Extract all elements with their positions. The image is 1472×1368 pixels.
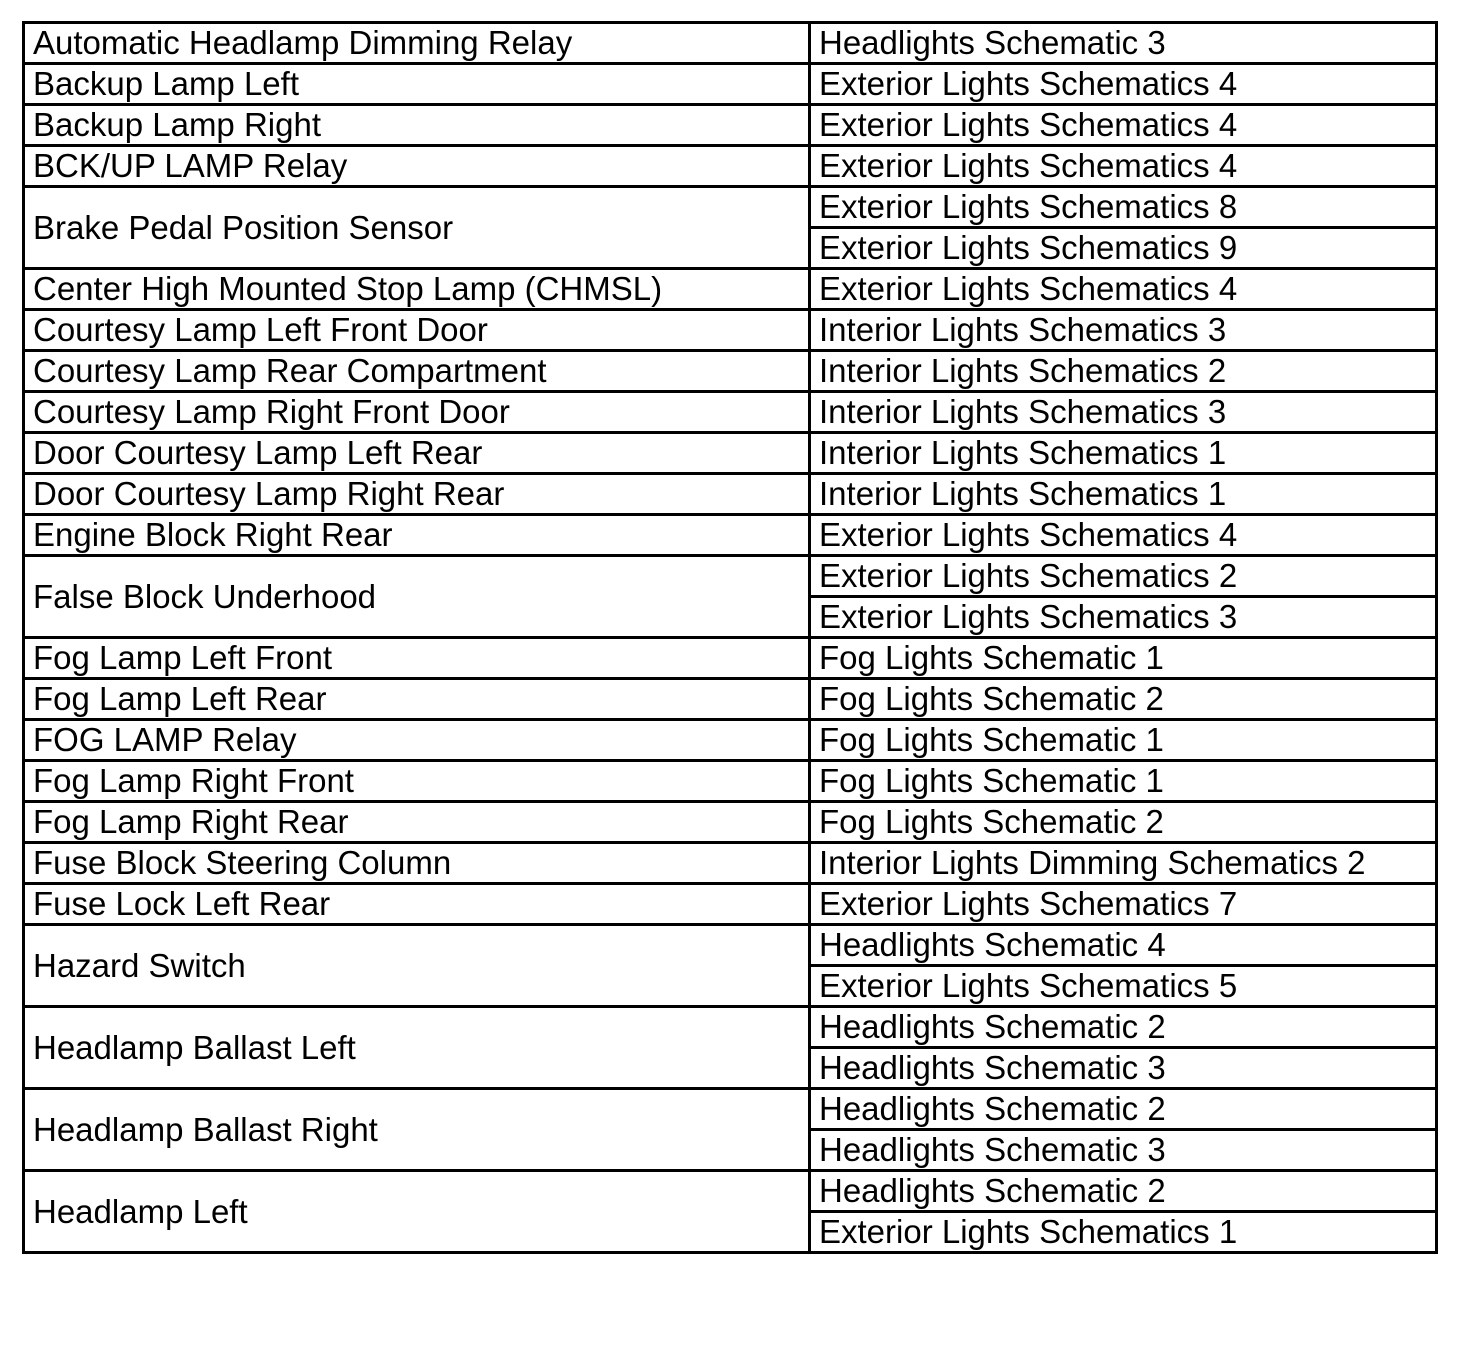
component-cell: Backup Lamp Right	[24, 105, 810, 146]
table-row	[24, 392, 1437, 433]
component-cell: Hazard Switch	[24, 925, 810, 1007]
component-cell: Headlamp Left	[24, 1171, 810, 1253]
table-row	[24, 925, 1437, 966]
component-cell: Fog Lamp Right Front	[24, 761, 810, 802]
table-row	[24, 1089, 1437, 1130]
component-cell: Backup Lamp Left	[24, 64, 810, 105]
schematic-cell: Exterior Lights Schematics 8	[810, 187, 1437, 228]
schematic-cell: Exterior Lights Schematics 5	[810, 966, 1437, 1007]
component-cell: Headlamp Ballast Left	[24, 1007, 810, 1089]
component-cell: Fog Lamp Right Rear	[24, 802, 810, 843]
table-row	[24, 64, 1437, 105]
schematic-cell: Interior Lights Schematics 1	[810, 433, 1437, 474]
schematic-cell: Interior Lights Schematics 3	[810, 392, 1437, 433]
schematic-cell: Exterior Lights Schematics 2	[810, 556, 1437, 597]
table-row	[24, 843, 1437, 884]
table-row	[24, 720, 1437, 761]
component-cell: Courtesy Lamp Left Front Door	[24, 310, 810, 351]
table-row	[24, 884, 1437, 925]
schematic-cell: Exterior Lights Schematics 4	[810, 269, 1437, 310]
component-cell: Center High Mounted Stop Lamp (CHMSL)	[24, 269, 810, 310]
schematic-cell: Interior Lights Dimming Schematics 2	[810, 843, 1437, 884]
schematic-cell: Fog Lights Schematic 2	[810, 802, 1437, 843]
table-row	[24, 761, 1437, 802]
table-row	[24, 1007, 1437, 1048]
table-row	[24, 351, 1437, 392]
schematic-cell: Exterior Lights Schematics 4	[810, 515, 1437, 556]
table-row	[24, 310, 1437, 351]
table-row	[24, 515, 1437, 556]
table-row	[24, 638, 1437, 679]
component-cell: Brake Pedal Position Sensor	[24, 187, 810, 269]
schematic-cell: Exterior Lights Schematics 9	[810, 228, 1437, 269]
schematic-cell: Exterior Lights Schematics 7	[810, 884, 1437, 925]
component-cell: False Block Underhood	[24, 556, 810, 638]
table-body	[24, 23, 1437, 1253]
schematic-cell: Fog Lights Schematic 1	[810, 761, 1437, 802]
schematic-cell: Headlights Schematic 2	[810, 1089, 1437, 1130]
schematic-cell: Interior Lights Schematics 1	[810, 474, 1437, 515]
component-cell: Door Courtesy Lamp Right Rear	[24, 474, 810, 515]
schematic-cell: Exterior Lights Schematics 4	[810, 64, 1437, 105]
component-cell: Engine Block Right Rear	[24, 515, 810, 556]
schematic-cell: Exterior Lights Schematics 4	[810, 105, 1437, 146]
component-cell: BCK/UP LAMP Relay	[24, 146, 810, 187]
schematic-cell: Interior Lights Schematics 2	[810, 351, 1437, 392]
component-cell: Courtesy Lamp Right Front Door	[24, 392, 810, 433]
table-row	[24, 802, 1437, 843]
component-cell: Fog Lamp Left Rear	[24, 679, 810, 720]
schematic-cell: Exterior Lights Schematics 4	[810, 146, 1437, 187]
component-cell: Courtesy Lamp Rear Compartment	[24, 351, 810, 392]
schematic-cell: Headlights Schematic 4	[810, 925, 1437, 966]
schematic-cell: Headlights Schematic 3	[810, 1130, 1437, 1171]
table-row	[24, 269, 1437, 310]
component-cell: Headlamp Ballast Right	[24, 1089, 810, 1171]
table-row	[24, 556, 1437, 597]
table-row	[24, 433, 1437, 474]
table-row	[24, 23, 1437, 64]
component-cell: Fuse Block Steering Column	[24, 843, 810, 884]
schematic-cell: Headlights Schematic 2	[810, 1007, 1437, 1048]
component-cell: Fuse Lock Left Rear	[24, 884, 810, 925]
table-row	[24, 474, 1437, 515]
table-row	[24, 105, 1437, 146]
schematic-cell: Interior Lights Schematics 3	[810, 310, 1437, 351]
schematic-cell: Exterior Lights Schematics 3	[810, 597, 1437, 638]
component-cell: Door Courtesy Lamp Left Rear	[24, 433, 810, 474]
schematic-cell: Exterior Lights Schematics 1	[810, 1212, 1437, 1253]
component-cell: Fog Lamp Left Front	[24, 638, 810, 679]
schematic-cell: Headlights Schematic 3	[810, 23, 1437, 64]
table-row	[24, 1171, 1437, 1212]
component-cell: Automatic Headlamp Dimming Relay	[24, 23, 810, 64]
table-row	[24, 187, 1437, 228]
schematic-cell: Fog Lights Schematic 2	[810, 679, 1437, 720]
schematic-cell: Headlights Schematic 3	[810, 1048, 1437, 1089]
component-cell: FOG LAMP Relay	[24, 720, 810, 761]
component-schematic-table	[22, 21, 1438, 1254]
schematic-cell: Headlights Schematic 2	[810, 1171, 1437, 1212]
table-row	[24, 146, 1437, 187]
schematic-cell: Fog Lights Schematic 1	[810, 720, 1437, 761]
schematic-cell: Fog Lights Schematic 1	[810, 638, 1437, 679]
table-row	[24, 679, 1437, 720]
